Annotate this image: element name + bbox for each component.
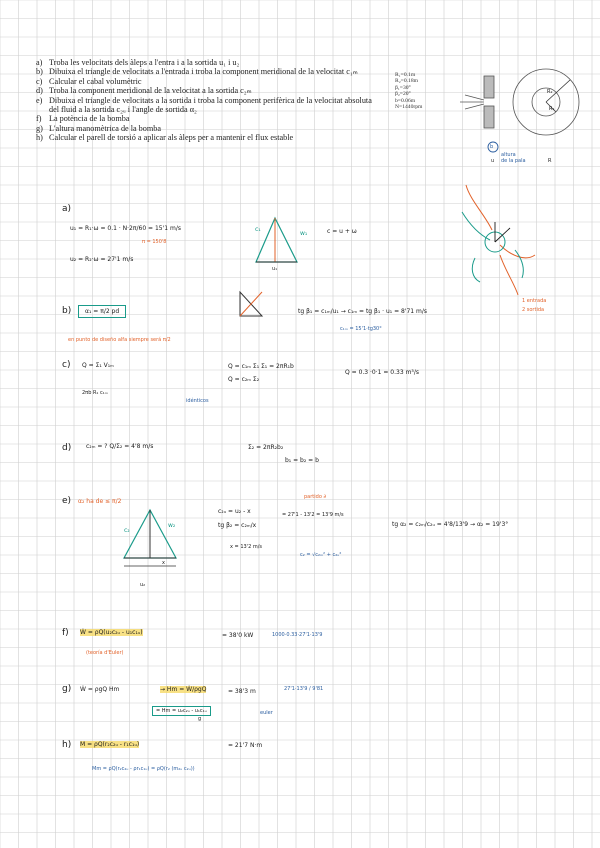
label-e: e) (62, 496, 72, 506)
c-eq2: 2πb R₁ c₁ₘ (82, 390, 108, 396)
given-item: R₂=0.18m (395, 78, 418, 85)
question-item (36, 77, 376, 86)
question-letter: a) (36, 58, 43, 67)
c-eq1: Q = Σ₁ V₁ₘ (82, 362, 114, 369)
f-result: = 38'0 kW (222, 632, 254, 639)
e-eq2: tg β₂ = c₂ₘ/x (218, 522, 257, 529)
question-letter: h) (36, 133, 43, 143)
tri-a-u1: u₁ (272, 266, 278, 272)
label-c: c) (62, 360, 71, 370)
tri-a-c1: c₁ (255, 226, 261, 233)
question-text: Calcular el cabal volumètric (49, 76, 142, 86)
axis-u-label: u (491, 158, 495, 164)
f-ext: 1000·0.33·27'1·13'9 (272, 632, 323, 638)
b-label: b (490, 144, 494, 150)
h-eq: M = ρQ(r₂c₂ᵤ - r₁c₁ᵤ) (80, 741, 140, 748)
h-result: = 21'7 N·m (228, 742, 263, 749)
eq-u1-sub: π = 150'8 (142, 239, 167, 245)
g-boxed-euler: = Hm = u₂c₂ᵤ - u₁c₁ᵤ (152, 706, 211, 716)
tri-e-u2: u₂ (140, 582, 146, 588)
question-text: Troba les velocitats dels àleps a l'entra i a la sortida u₁ i u₂ (49, 58, 240, 67)
question-text: Troba la component meridional de la velocitat a la sortida c₂ₘ (49, 86, 252, 96)
e-eq1: c₂ᵤ = u₂ - x (218, 508, 251, 515)
question-item (36, 67, 376, 76)
d-eq: c₂ₘ = ? Q/Σ₂ = 4'8 m/s (86, 443, 154, 450)
given-item: N=1440rpm (395, 104, 423, 111)
e-eq3: x = 13'2 m/s (230, 544, 262, 550)
question-item (36, 133, 376, 142)
given-item: R₁=0.1m (395, 72, 416, 78)
given-item: β₁=30° (395, 84, 411, 91)
label-f: f) (62, 628, 69, 638)
g-ext: 27'1·13'9 / 9'81 (284, 686, 324, 692)
question-letter: c) (36, 76, 43, 86)
g-eq2: → Hm = Ẇ/ρgQ (160, 686, 207, 693)
question-item (36, 86, 376, 95)
b-note: en punto de diseño alfa siempre será π/2 (68, 337, 171, 343)
f-sub: (teoría d'Euler) (86, 650, 124, 656)
question-item (36, 124, 376, 133)
r2-label: R₂ (547, 89, 553, 95)
c-eq4: Q = c₂ₘ Σ₂ (228, 376, 260, 383)
pala-label: de la pala (501, 158, 526, 164)
c-eq3: Q = c₁ₘ Σ₁ Σ₁ = 2πR₁b (228, 363, 294, 370)
d-eq3: b₁ = b₂ = b (285, 457, 319, 464)
e-eq5: c₂ = √c₂ₘ² + c₂ᵤ² (300, 552, 342, 558)
b-eq-sub: c₁ₘ = 15'1·tg30° (340, 326, 382, 332)
question-text: Calcular el parell de torsió a aplicar als àleps per a mantenir el flux estable (49, 133, 294, 143)
g-result: = 38'3 m (228, 688, 256, 695)
right-label-2: 2 sortida (522, 307, 545, 313)
g-denominator: g (198, 716, 202, 722)
f-eq: Ẇ = ρQ(u₂c₂ᵤ - u₁c₁ᵤ) (80, 629, 143, 636)
eq-c-sum: c = u + ω (327, 228, 357, 235)
b-boxed-alpha: α₁ = π/2 pd (78, 305, 126, 318)
question-item (36, 58, 376, 67)
tri-a-w1: w₁ (300, 230, 308, 237)
r1-label: R₁ (549, 106, 555, 112)
c-result: Q = 0.3 ·0·1 = 0.33 m³/s (345, 369, 419, 376)
e-note: α₂ ha de ≤ π/2 (78, 498, 122, 505)
question-letter: g) (36, 123, 43, 133)
e-result: tg α₂ = c₂ₘ/c₂ᵤ = 4'8/13'9 → α₂ = 19'3° (392, 521, 509, 528)
c-annotation: idénticos (186, 398, 209, 404)
given-data (395, 72, 422, 110)
given-item: b=0.06m (395, 97, 416, 104)
tri-e-c2: c₂ (124, 527, 130, 534)
g-eq: Ẇ = ρgQ Hm (80, 686, 120, 693)
g-annotation: euler (260, 710, 273, 716)
label-a: a) (62, 204, 72, 214)
e-annotation: partido ∂ (304, 494, 327, 500)
question-letter: d) (36, 86, 43, 96)
question-item (36, 96, 376, 115)
question-item (36, 114, 376, 123)
question-letter: e) (36, 95, 43, 105)
eq-u1: u₁ = R₁·ω = 0.1 · N·2π/60 = 15'1 m/s (70, 225, 181, 232)
e-eq4: = 27'1 - 13'2 = 13'9 m/s (282, 512, 344, 518)
question-text: L'altura manomètrica de la bomba (49, 123, 161, 133)
altura-label: altura (501, 152, 516, 158)
label-h: h) (62, 740, 72, 750)
question-letter: b) (36, 67, 43, 77)
b-eq-main: tg β₁ = c₁ₘ/u₁ → c₁ₘ = tg β₁ · u₁ = 8'71 m/s (298, 308, 428, 315)
tri-e-x: x (162, 560, 165, 566)
problem-statement (36, 58, 376, 143)
axis-r-label: R (548, 158, 552, 164)
given-item: β₂=20° (395, 91, 411, 98)
d-eq2: Σ₂ = 2πR₂b₂ (248, 444, 284, 451)
question-letter: f) (36, 114, 42, 124)
h-ext: Mm = ρQ(r₂c₂ᵤ - ρr₁c₁ᵤ) = ρQ(r₂ (m₂ᵤ c₂ᵤ)) (92, 766, 195, 772)
question-text: Dibuixa el triangle de velocitats a l'entrada i troba la component meridional de la velocitat c₁ₘ (49, 67, 358, 77)
question-text: Dibuixa el triangle de velocitats a la sortida i troba la component perifèrica de la velocitat absoluta del fluid a la sortida c₂ᵤ i l'angle de sortida α₂ (49, 95, 372, 115)
eq-u2: u₂ = R₂·ω = 27'1 m/s (70, 256, 134, 263)
label-d: d) (62, 443, 72, 453)
question-text: La potència de la bomba (49, 114, 130, 124)
tri-e-w2: w₂ (168, 522, 176, 529)
right-label-1: 1 entrada (522, 298, 547, 304)
label-g: g) (62, 684, 72, 694)
label-b: b) (62, 306, 72, 316)
